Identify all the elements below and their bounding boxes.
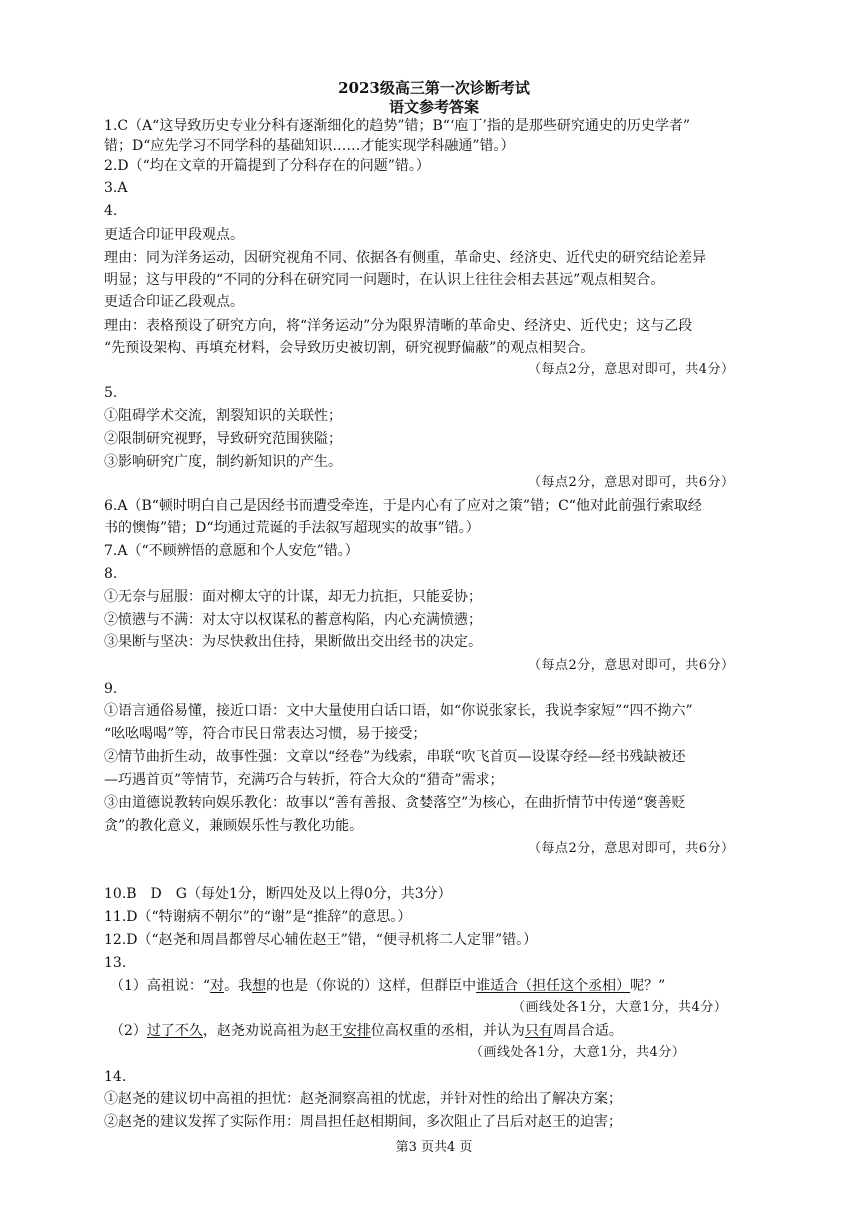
answer-line: ③影响研究广度，制约新知识的产生。 (104, 454, 342, 470)
answer-line: 2.D（“均在文章的开篇提到了分科存在的问题”错。） (104, 158, 430, 174)
score-note: （每点2分，意思对即可，共6分） (528, 658, 735, 673)
answer-line: ①语言通俗易懂，接近口语：文中大量使用白话口语，如“你说张家长，我说李家短”“四不拗六” (104, 703, 693, 719)
answer-line: 3.A (104, 180, 128, 196)
answer-line: 更适合印证甲段观点。 (104, 227, 244, 243)
answer-line: ②情节曲折生动，故事性强：文章以“经卷”为线索，串联“吹飞首页—设谋夺经—经书残缺被还 (104, 749, 686, 765)
answer-line: —巧遇首页”等情节，充满巧合与转折，符合大众的“猎奇”需求； (104, 772, 504, 788)
answer-line: 11.D（“特谢病不朝尔”的“谢”是“推辞”的意思。） (104, 909, 412, 925)
q13-text: （2） (110, 1023, 147, 1039)
score-note: （画线处各1分，大意1分，共4分） (512, 1000, 728, 1015)
page-footer: 第3 页共4 页 (395, 1140, 473, 1155)
score-note: （每点2分，意思对即可，共6分） (528, 841, 735, 856)
answer-title: 语文参考答案 (388, 98, 479, 116)
score-note: （每点2分，意思对即可，共4分） (528, 362, 735, 377)
score-note: （画线处各1分，大意1分，共4分） (470, 1045, 686, 1060)
answer-line: 4. (104, 203, 118, 219)
score-note: （每点2分，意思对即可，共6分） (528, 475, 735, 490)
answer-line: 书的懊悔”错；D“均通过荒诞的手法叙写超现实的故事”错。） (104, 520, 480, 536)
exam-title: 2023级高三第一次诊断考试 (338, 79, 530, 97)
answer-line: 12.D（“赵尧和周昌都曾尽心辅佐赵王”错，“便寻机将二人定罪”错。） (104, 932, 538, 948)
answer-line: 9. (104, 681, 118, 697)
q13-text: 的也是（你说的）这样，但群臣中 (266, 978, 477, 994)
answer-line: 8. (104, 566, 118, 582)
q13-underlined: 过了不久 (146, 1023, 203, 1039)
answer-line: 14. (104, 1069, 127, 1085)
q13-underlined: 只有 (524, 1023, 553, 1039)
answer-line: 1.C（A“这导致历史专业分科有逐渐细化的趋势”错；B“‘庖丁’指的是那些研究通史的历史学者” (104, 118, 690, 134)
q13-text: 周昌合适。 (552, 1023, 623, 1039)
answer-line: 理由：表格预设了研究方向，将“洋务运动”分为限界清晰的革命史、经济史、近代史；这与乙段 (104, 318, 693, 334)
q13-text: 呢？” (630, 978, 666, 994)
q13-underlined: 安排 (342, 1023, 371, 1039)
q13-underlined: 对 (210, 978, 225, 994)
answer-line: ①赵尧的建议切中高祖的担忧：赵尧洞察高祖的忧虑，并针对性的给出了解决方案； (104, 1091, 622, 1107)
answer-line: “吆吆喝喝”等，符合市民日常表达习惯，易于接受； (104, 726, 427, 742)
answer-line: ②赵尧的建议发挥了实际作用：周昌担任赵相期间，多次阻止了吕后对赵王的迫害； (104, 1114, 622, 1130)
q13-underlined: 想 (252, 978, 267, 994)
answer-line: ③由道德说教转向娱乐教化：故事以“善有善报、贪婪落空”为核心，在曲折情节中传递“褒善贬 (104, 795, 686, 811)
q13-text: ，赵尧劝说高祖为赵王 (202, 1023, 343, 1039)
answer-line: ②限制研究视野，导致研究范围狭隘； (104, 431, 342, 447)
q13-translation-2 (110, 1021, 623, 1041)
answer-line: 更适合印证乙段观点。 (104, 294, 244, 310)
q13-text: （1）高祖说：“ (110, 978, 211, 994)
answer-line: “先预设架构、再填充材料，会导致历史被切割，研究视野偏蔽”的观点相契合。 (104, 340, 595, 356)
q13-text: 位高权重的丞相，并认为 (370, 1023, 525, 1039)
answer-line: 理由：同为洋务运动，因研究视角不同、依据各有侧重，革命史、经济史、近代史的研究结论差异 (104, 250, 706, 266)
answer-line: 贪”的教化意义，兼顾娱乐性与教化功能。 (104, 818, 364, 834)
answer-line: 明显；这与甲段的“不同的分科在研究同一问题时，在认识上往往会相去甚远”观点相契合。 (104, 272, 665, 288)
q13-translation-1 (110, 976, 665, 996)
answer-line: 5. (104, 385, 118, 401)
answer-line: ①无奈与屈服：面对柳太守的计谋，却无力抗拒，只能妥协； (104, 589, 482, 605)
answer-line: ③果断与坚决：为尽快救出住持，果断做出交出经书的决定。 (104, 634, 482, 650)
answer-line: 7.A（“不顾辨悟的意愿和个人安危”错。） (104, 543, 359, 559)
answer-line: 6.A（B“顿时明白自己是因经书而遭受牵连，于是内心有了应对之策”错；C“他对此前强行索取经 (104, 498, 702, 514)
q13-text: 。我 (224, 978, 253, 994)
answer-line: 13. (104, 955, 127, 971)
q13-underlined: 谁适合（担任这个丞相） (476, 978, 631, 994)
answer-line: ①阻碍学术交流，割裂知识的关联性； (104, 408, 342, 424)
answer-line: 错；D“应先学习不同学科的基础知识……才能实现学科融通”错。） (104, 138, 515, 154)
answer-line: ②愤懑与不满：对太守以权谋私的蓄意构陷，内心充满愤懑； (104, 612, 482, 628)
answer-line: 10.B D G（每处1分，断四处及以上得0分，共3分） (104, 886, 452, 902)
